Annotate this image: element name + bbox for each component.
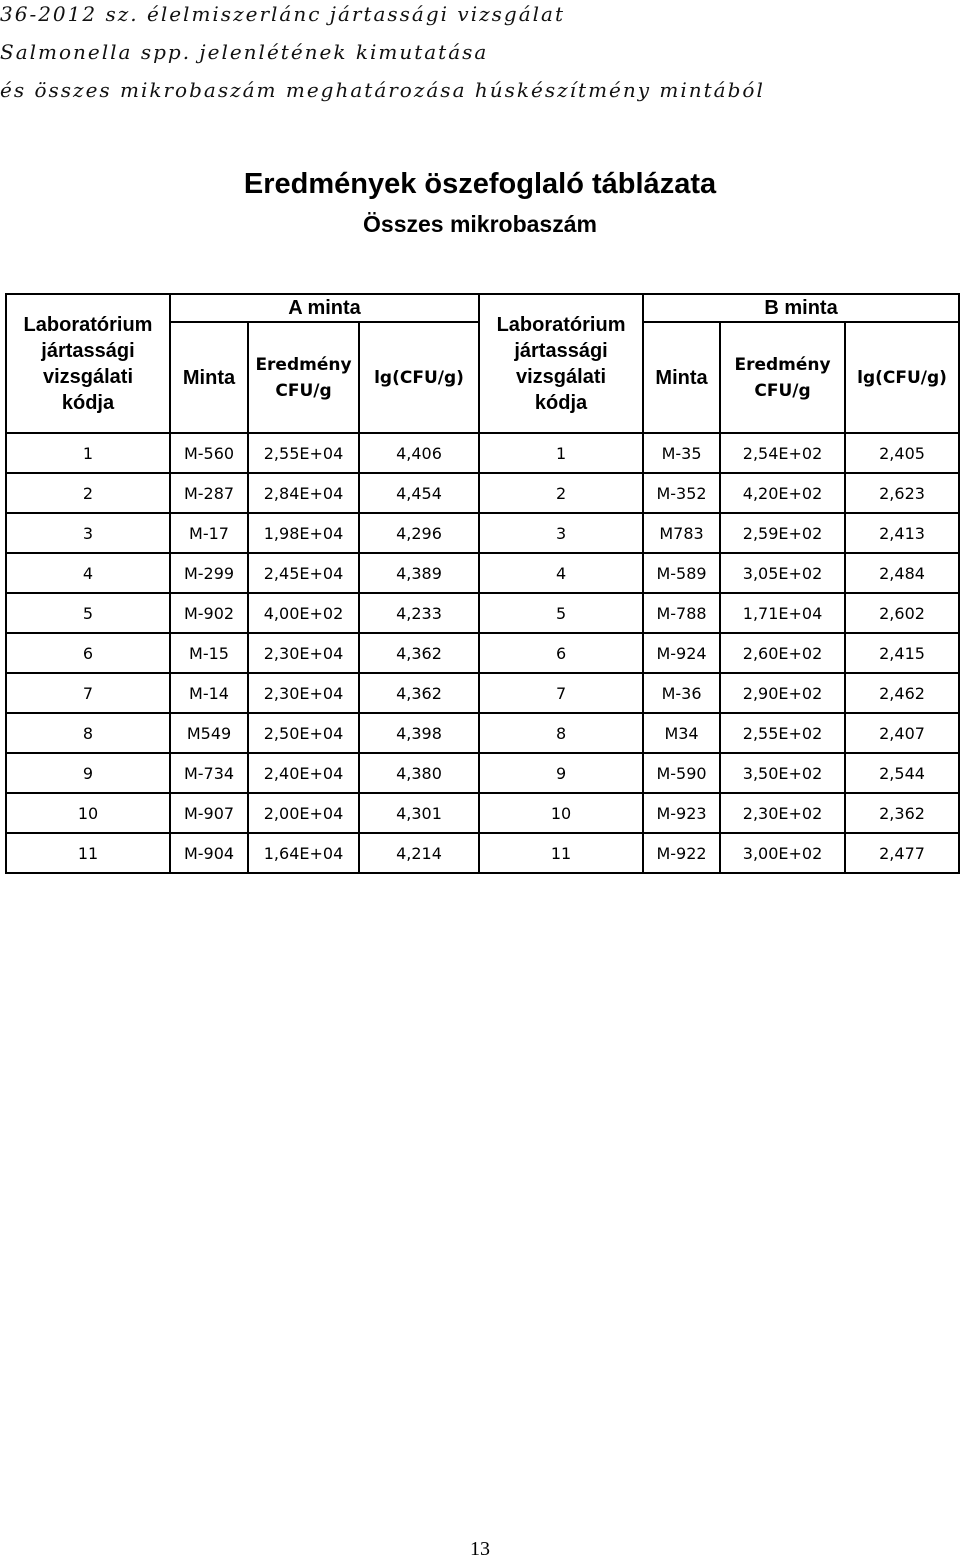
- cell-lab-code-a: 1: [6, 433, 170, 473]
- cell-lab-code-a: 6: [6, 633, 170, 673]
- cell-lg-b: 2,413: [845, 513, 959, 553]
- cell-lg-b: 2,477: [845, 833, 959, 873]
- cell-lg-b: 2,407: [845, 713, 959, 753]
- cell-eredmeny-a: 2,30E+04: [248, 633, 359, 673]
- cell-minta-b: M-352: [643, 473, 720, 513]
- cell-lg-a: 4,362: [359, 673, 479, 713]
- cell-eredmeny-a: 2,40E+04: [248, 753, 359, 793]
- lab-code-header-b: [479, 294, 643, 433]
- cell-lg-b: 2,362: [845, 793, 959, 833]
- lab-code-header-line: vizsgálati: [516, 365, 607, 388]
- cell-minta-a: M-287: [170, 473, 248, 513]
- cell-lab-code-b: 6: [479, 633, 643, 673]
- cell-lab-code-b: 2: [479, 473, 643, 513]
- cell-lab-code-a: 2: [6, 473, 170, 513]
- page-subtitle: Összes mikrobaszám: [363, 211, 597, 237]
- lg-header-a: lg(CFU/g): [359, 322, 479, 433]
- cell-lab-code-b: 7: [479, 673, 643, 713]
- eredmeny-header-line: CFU/g: [275, 380, 332, 401]
- cell-lab-code-a: 10: [6, 793, 170, 833]
- cell-lab-code-b: 10: [479, 793, 643, 833]
- cell-lg-b: 2,484: [845, 553, 959, 593]
- cell-lg-a: 4,389: [359, 553, 479, 593]
- cell-lab-code-a: 3: [6, 513, 170, 553]
- cell-eredmeny-a: 2,50E+04: [248, 713, 359, 753]
- cell-lab-code-b: 4: [479, 553, 643, 593]
- cell-eredmeny-b: 2,55E+02: [720, 713, 845, 753]
- cell-eredmeny-a: 2,55E+04: [248, 433, 359, 473]
- cell-lg-a: 4,214: [359, 833, 479, 873]
- cell-eredmeny-b: 3,05E+02: [720, 553, 845, 593]
- cell-lg-a: 4,233: [359, 593, 479, 633]
- eredmeny-header-line: CFU/g: [754, 380, 811, 401]
- table-row: [6, 553, 959, 593]
- cell-minta-b: M34: [643, 713, 720, 753]
- eredmeny-header-line: Eredmény: [734, 354, 831, 375]
- eredmeny-header-line: Eredmény: [255, 354, 352, 375]
- cell-eredmeny-b: 2,30E+02: [720, 793, 845, 833]
- cell-eredmeny-b: 2,90E+02: [720, 673, 845, 713]
- lab-code-header-line: kódja: [534, 391, 588, 414]
- cell-lg-b: 2,544: [845, 753, 959, 793]
- results-table-body: [6, 433, 959, 873]
- eredmeny-header-b: [720, 322, 845, 433]
- table-row: [6, 433, 959, 473]
- table-row: [6, 673, 959, 713]
- cell-minta-b: M783: [643, 513, 720, 553]
- cell-eredmeny-b: 4,20E+02: [720, 473, 845, 513]
- cell-eredmeny-a: 2,45E+04: [248, 553, 359, 593]
- cell-minta-a: M-902: [170, 593, 248, 633]
- cell-eredmeny-a: 2,00E+04: [248, 793, 359, 833]
- table-row: [6, 753, 959, 793]
- table-row: [6, 833, 959, 873]
- cell-eredmeny-b: 3,00E+02: [720, 833, 845, 873]
- document-header-line: 36-2012 sz. élelmiszerlánc jártassági vizsgálat: [0, 2, 565, 26]
- table-row: [6, 633, 959, 673]
- cell-lg-a: 4,380: [359, 753, 479, 793]
- cell-lab-code-a: 8: [6, 713, 170, 753]
- table-row: [6, 513, 959, 553]
- cell-eredmeny-b: 2,60E+02: [720, 633, 845, 673]
- page-number: 13: [470, 1538, 490, 1560]
- cell-minta-a: M-15: [170, 633, 248, 673]
- lab-code-header-line: Laboratórium: [23, 313, 153, 336]
- cell-lg-b: 2,415: [845, 633, 959, 673]
- cell-minta-a: M-907: [170, 793, 248, 833]
- cell-lg-b: 2,602: [845, 593, 959, 633]
- cell-lg-a: 4,362: [359, 633, 479, 673]
- table-row: [6, 713, 959, 753]
- cell-minta-a: M-14: [170, 673, 248, 713]
- cell-minta-b: M-922: [643, 833, 720, 873]
- cell-minta-b: M-35: [643, 433, 720, 473]
- table-row: [6, 473, 959, 513]
- cell-lg-a: 4,301: [359, 793, 479, 833]
- lab-code-header-line: vizsgálati: [42, 365, 134, 388]
- lg-header-b: lg(CFU/g): [845, 322, 959, 433]
- cell-minta-b: M-36: [643, 673, 720, 713]
- cell-minta-b: M-589: [643, 553, 720, 593]
- table-row: [6, 793, 959, 833]
- cell-lab-code-a: 11: [6, 833, 170, 873]
- cell-lg-b: 2,405: [845, 433, 959, 473]
- cell-eredmeny-a: 1,64E+04: [248, 833, 359, 873]
- cell-lg-b: 2,462: [845, 673, 959, 713]
- cell-lab-code-a: 5: [6, 593, 170, 633]
- minta-header-b: Minta: [643, 322, 720, 433]
- cell-eredmeny-a: 2,84E+04: [248, 473, 359, 513]
- lab-code-header-line: kódja: [61, 391, 115, 414]
- cell-minta-a: M-904: [170, 833, 248, 873]
- cell-eredmeny-b: 3,50E+02: [720, 753, 845, 793]
- cell-minta-b: M-590: [643, 753, 720, 793]
- lab-code-header-a: [6, 294, 170, 433]
- cell-minta-a: M-17: [170, 513, 248, 553]
- cell-lab-code-b: 5: [479, 593, 643, 633]
- eredmeny-header-a: [248, 322, 359, 433]
- page-title: Eredmények öszefoglaló táblázata: [243, 168, 717, 200]
- cell-lg-a: 4,398: [359, 713, 479, 753]
- cell-lg-b: 2,623: [845, 473, 959, 513]
- document-header-line: és összes mikrobaszám meghatározása húskészítmény mintából: [0, 78, 765, 102]
- group-header-b: B minta: [643, 294, 959, 322]
- cell-eredmeny-b: 2,59E+02: [720, 513, 845, 553]
- cell-lab-code-b: 9: [479, 753, 643, 793]
- lab-code-header-line: Laboratórium: [496, 313, 626, 336]
- cell-eredmeny-a: 1,98E+04: [248, 513, 359, 553]
- lab-code-header-line: jártassági: [514, 339, 608, 362]
- cell-eredmeny-b: 1,71E+04: [720, 593, 845, 633]
- minta-header-a: Minta: [170, 322, 248, 433]
- lab-code-header-line: jártassági: [41, 339, 135, 362]
- cell-lab-code-b: 11: [479, 833, 643, 873]
- group-header-a: A minta: [170, 294, 479, 322]
- cell-minta-a: M549: [170, 713, 248, 753]
- cell-minta-a: M-734: [170, 753, 248, 793]
- document-header-line: Salmonella spp. jelenlétének kimutatása: [0, 40, 489, 64]
- cell-lab-code-a: 7: [6, 673, 170, 713]
- cell-lab-code-b: 1: [479, 433, 643, 473]
- cell-eredmeny-a: 4,00E+02: [248, 593, 359, 633]
- cell-minta-a: M-560: [170, 433, 248, 473]
- cell-minta-b: M-924: [643, 633, 720, 673]
- cell-minta-a: M-299: [170, 553, 248, 593]
- cell-lab-code-a: 4: [6, 553, 170, 593]
- cell-lab-code-a: 9: [6, 753, 170, 793]
- cell-lg-a: 4,296: [359, 513, 479, 553]
- results-table: [5, 293, 960, 874]
- cell-lab-code-b: 3: [479, 513, 643, 553]
- cell-minta-b: M-923: [643, 793, 720, 833]
- cell-lg-a: 4,406: [359, 433, 479, 473]
- cell-minta-b: M-788: [643, 593, 720, 633]
- cell-eredmeny-b: 2,54E+02: [720, 433, 845, 473]
- cell-eredmeny-a: 2,30E+04: [248, 673, 359, 713]
- table-row: [6, 593, 959, 633]
- cell-lab-code-b: 8: [479, 713, 643, 753]
- cell-lg-a: 4,454: [359, 473, 479, 513]
